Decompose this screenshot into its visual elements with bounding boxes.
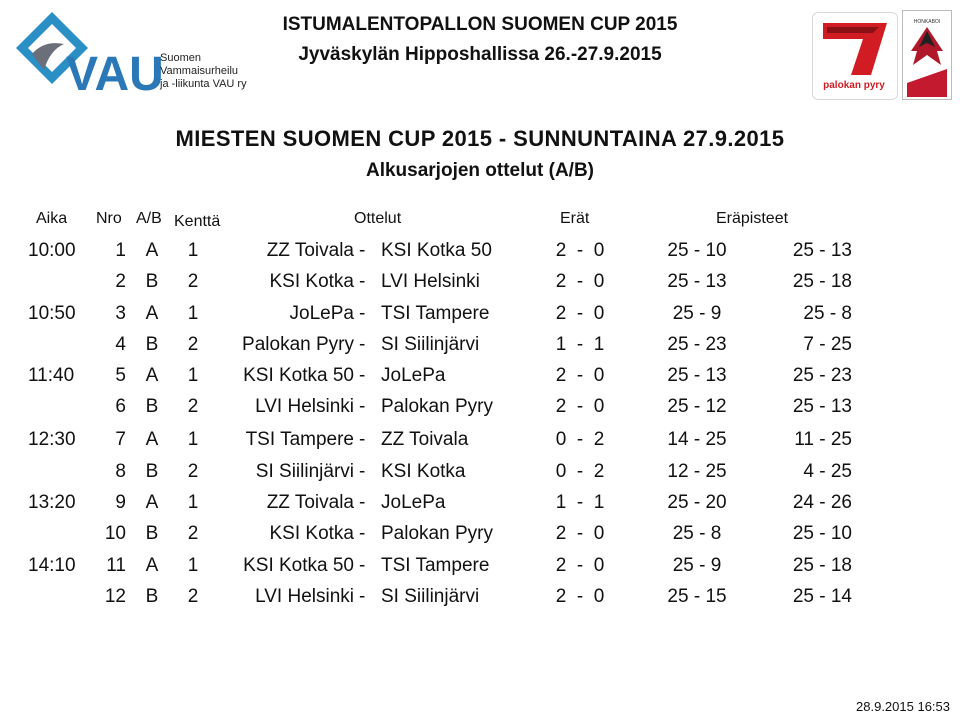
home-team: KSI Kotka bbox=[269, 271, 354, 292]
vau-org-name bbox=[160, 52, 247, 91]
match-separator: - bbox=[359, 334, 366, 355]
home-team: KSI Kotka 50 bbox=[243, 365, 354, 386]
set2-points: 25 - 18 bbox=[792, 555, 852, 576]
match-field: 1 bbox=[187, 429, 199, 450]
home-team: LVI Helsinki bbox=[255, 586, 354, 607]
match-group: B bbox=[145, 461, 159, 482]
match-number: 11 bbox=[106, 555, 126, 576]
match-separator: - bbox=[359, 303, 366, 324]
match-group: B bbox=[145, 523, 159, 544]
print-timestamp: 28.9.2015 16:53 bbox=[856, 699, 950, 714]
away-team: TSI Tampere bbox=[381, 303, 490, 324]
vau-line-3: ja -liikunta VAU ry bbox=[160, 78, 247, 90]
match-field: 2 bbox=[187, 334, 199, 355]
home-team: Palokan Pyry bbox=[242, 334, 354, 355]
sets-result: 2 - 0 bbox=[555, 523, 605, 544]
match-time: 10:50 bbox=[28, 303, 76, 324]
home-team: LVI Helsinki bbox=[255, 396, 354, 417]
match-group: A bbox=[145, 429, 159, 450]
sets-result: 2 - 0 bbox=[555, 586, 605, 607]
match-separator: - bbox=[359, 365, 366, 386]
away-team: KSI Kotka 50 bbox=[381, 240, 492, 261]
sets-result: 1 - 1 bbox=[555, 334, 605, 355]
match-number: 8 bbox=[115, 461, 126, 482]
away-team: SI Siilinjärvi bbox=[381, 586, 480, 607]
set2-points: 4 - 25 bbox=[803, 461, 852, 482]
sets-result: 0 - 2 bbox=[555, 429, 605, 450]
hawk-crest-logo bbox=[902, 10, 952, 100]
home-team: ZZ Toivala bbox=[266, 492, 354, 513]
match-separator: - bbox=[359, 555, 366, 576]
set1-points: 25 - 9 bbox=[672, 555, 722, 576]
col-header-nro: Nro bbox=[96, 210, 122, 227]
away-team: JoLePa bbox=[381, 492, 446, 513]
match-number: 6 bbox=[115, 396, 126, 417]
sets-result: 1 - 1 bbox=[555, 492, 605, 513]
match-separator: - bbox=[359, 492, 366, 513]
match-separator: - bbox=[359, 523, 366, 544]
set2-points: 25 - 8 bbox=[803, 303, 852, 324]
away-team: TSI Tampere bbox=[381, 555, 490, 576]
away-team: Palokan Pyry bbox=[381, 396, 493, 417]
col-header-field: Kenttä bbox=[174, 213, 221, 230]
set1-points: 25 - 8 bbox=[672, 523, 722, 544]
set2-points: 11 - 25 bbox=[794, 429, 852, 450]
set2-points: 7 - 25 bbox=[803, 334, 852, 355]
event-venue: Jyväskylän Hipposhallissa 26.-27.9.2015 bbox=[298, 44, 662, 65]
match-separator: - bbox=[359, 396, 366, 417]
set1-points: 25 - 9 bbox=[672, 303, 722, 324]
match-field: 2 bbox=[187, 396, 199, 417]
match-number: 10 bbox=[104, 523, 126, 544]
vau-line-1: Suomen bbox=[160, 52, 201, 64]
match-field: 2 bbox=[187, 271, 199, 292]
set1-points: 25 - 20 bbox=[667, 492, 727, 513]
match-group: B bbox=[145, 396, 159, 417]
set2-points: 25 - 14 bbox=[792, 586, 852, 607]
sets-result: 2 - 0 bbox=[555, 365, 605, 386]
match-group: B bbox=[145, 334, 159, 355]
sets-result: 2 - 0 bbox=[555, 396, 605, 417]
match-separator: - bbox=[359, 271, 366, 292]
match-number: 3 bbox=[115, 303, 126, 324]
match-group: A bbox=[145, 555, 159, 576]
set1-points: 25 - 23 bbox=[667, 334, 727, 355]
away-team: JoLePa bbox=[381, 365, 446, 386]
match-separator: - bbox=[359, 586, 366, 607]
sets-result: 0 - 2 bbox=[555, 461, 605, 482]
sets-result: 2 - 0 bbox=[555, 303, 605, 324]
col-header-set-points: Eräpisteet bbox=[716, 210, 789, 227]
sets-result: 2 - 0 bbox=[555, 271, 605, 292]
home-team: TSI Tampere bbox=[245, 429, 354, 450]
col-header-time: Aika bbox=[36, 210, 68, 227]
match-group: A bbox=[145, 303, 159, 324]
match-group: B bbox=[145, 271, 159, 292]
set2-points: 25 - 13 bbox=[792, 396, 852, 417]
home-team: ZZ Toivala bbox=[266, 240, 354, 261]
match-separator: - bbox=[359, 240, 366, 261]
set1-points: 14 - 25 bbox=[667, 429, 727, 450]
match-time: 12:30 bbox=[28, 429, 76, 450]
match-separator: - bbox=[359, 461, 366, 482]
match-field: 1 bbox=[187, 555, 199, 576]
set2-points: 24 - 26 bbox=[792, 492, 852, 513]
match-number: 5 bbox=[115, 365, 126, 386]
set1-points: 12 - 25 bbox=[667, 461, 727, 482]
match-field: 1 bbox=[187, 240, 199, 261]
set1-points: 25 - 10 bbox=[667, 240, 727, 261]
match-time: 10:00 bbox=[28, 240, 76, 261]
event-title: ISTUMALENTOPALLON SUOMEN CUP 2015 bbox=[282, 14, 678, 35]
set2-points: 25 - 13 bbox=[792, 240, 852, 261]
away-team: KSI Kotka bbox=[381, 461, 466, 482]
home-team: KSI Kotka bbox=[269, 523, 354, 544]
match-field: 1 bbox=[187, 303, 199, 324]
away-team: LVI Helsinki bbox=[381, 271, 480, 292]
home-team: KSI Kotka 50 bbox=[243, 555, 354, 576]
match-field: 2 bbox=[187, 586, 199, 607]
match-group: A bbox=[145, 492, 159, 513]
sets-result: 2 - 0 bbox=[555, 555, 605, 576]
match-number: 9 bbox=[115, 492, 126, 513]
set1-points: 25 - 12 bbox=[667, 396, 727, 417]
match-group: B bbox=[145, 586, 159, 607]
match-number: 2 bbox=[115, 271, 126, 292]
away-team: ZZ Toivala bbox=[381, 429, 469, 450]
away-team: SI Siilinjärvi bbox=[381, 334, 480, 355]
home-team: SI Siilinjärvi bbox=[255, 461, 354, 482]
set1-points: 25 - 13 bbox=[667, 365, 727, 386]
hawk-icon bbox=[903, 11, 951, 99]
col-header-matches: Ottelut bbox=[354, 210, 402, 227]
page-subtitle: Alkusarjojen ottelut (A/B) bbox=[365, 160, 594, 181]
set2-points: 25 - 10 bbox=[792, 523, 852, 544]
match-field: 1 bbox=[187, 365, 199, 386]
vau-line-2: Vammaisurheilu bbox=[160, 65, 239, 77]
hawk-crest-text: HONKABOI bbox=[913, 19, 941, 25]
set2-points: 25 - 18 bbox=[792, 271, 852, 292]
home-team: JoLePa bbox=[289, 303, 354, 324]
match-number: 1 bbox=[115, 240, 126, 261]
match-group: A bbox=[145, 365, 159, 386]
match-field: 2 bbox=[187, 523, 199, 544]
match-time: 13:20 bbox=[28, 492, 76, 513]
match-group: A bbox=[145, 240, 159, 261]
pyry-wordmark: palokan pyry bbox=[823, 80, 885, 91]
page-title: MIESTEN SUOMEN CUP 2015 - SUNNUNTAINA 27.9.2015 bbox=[175, 126, 785, 151]
match-number: 12 bbox=[104, 586, 126, 607]
match-time: 14:10 bbox=[28, 555, 76, 576]
match-number: 4 bbox=[115, 334, 126, 355]
match-field: 2 bbox=[187, 461, 199, 482]
set2-points: 25 - 23 bbox=[792, 365, 852, 386]
sets-result: 2 - 0 bbox=[555, 240, 605, 261]
vau-mark: VAU bbox=[66, 48, 164, 100]
match-number: 7 bbox=[115, 429, 126, 450]
set1-points: 25 - 15 bbox=[667, 586, 727, 607]
set1-points: 25 - 13 bbox=[667, 271, 727, 292]
col-header-sets: Erät bbox=[560, 210, 590, 227]
match-separator: - bbox=[359, 429, 366, 450]
away-team: Palokan Pyry bbox=[381, 523, 493, 544]
match-field: 1 bbox=[187, 492, 199, 513]
col-header-group: A/B bbox=[136, 210, 162, 227]
match-time: 11:40 bbox=[28, 365, 75, 386]
